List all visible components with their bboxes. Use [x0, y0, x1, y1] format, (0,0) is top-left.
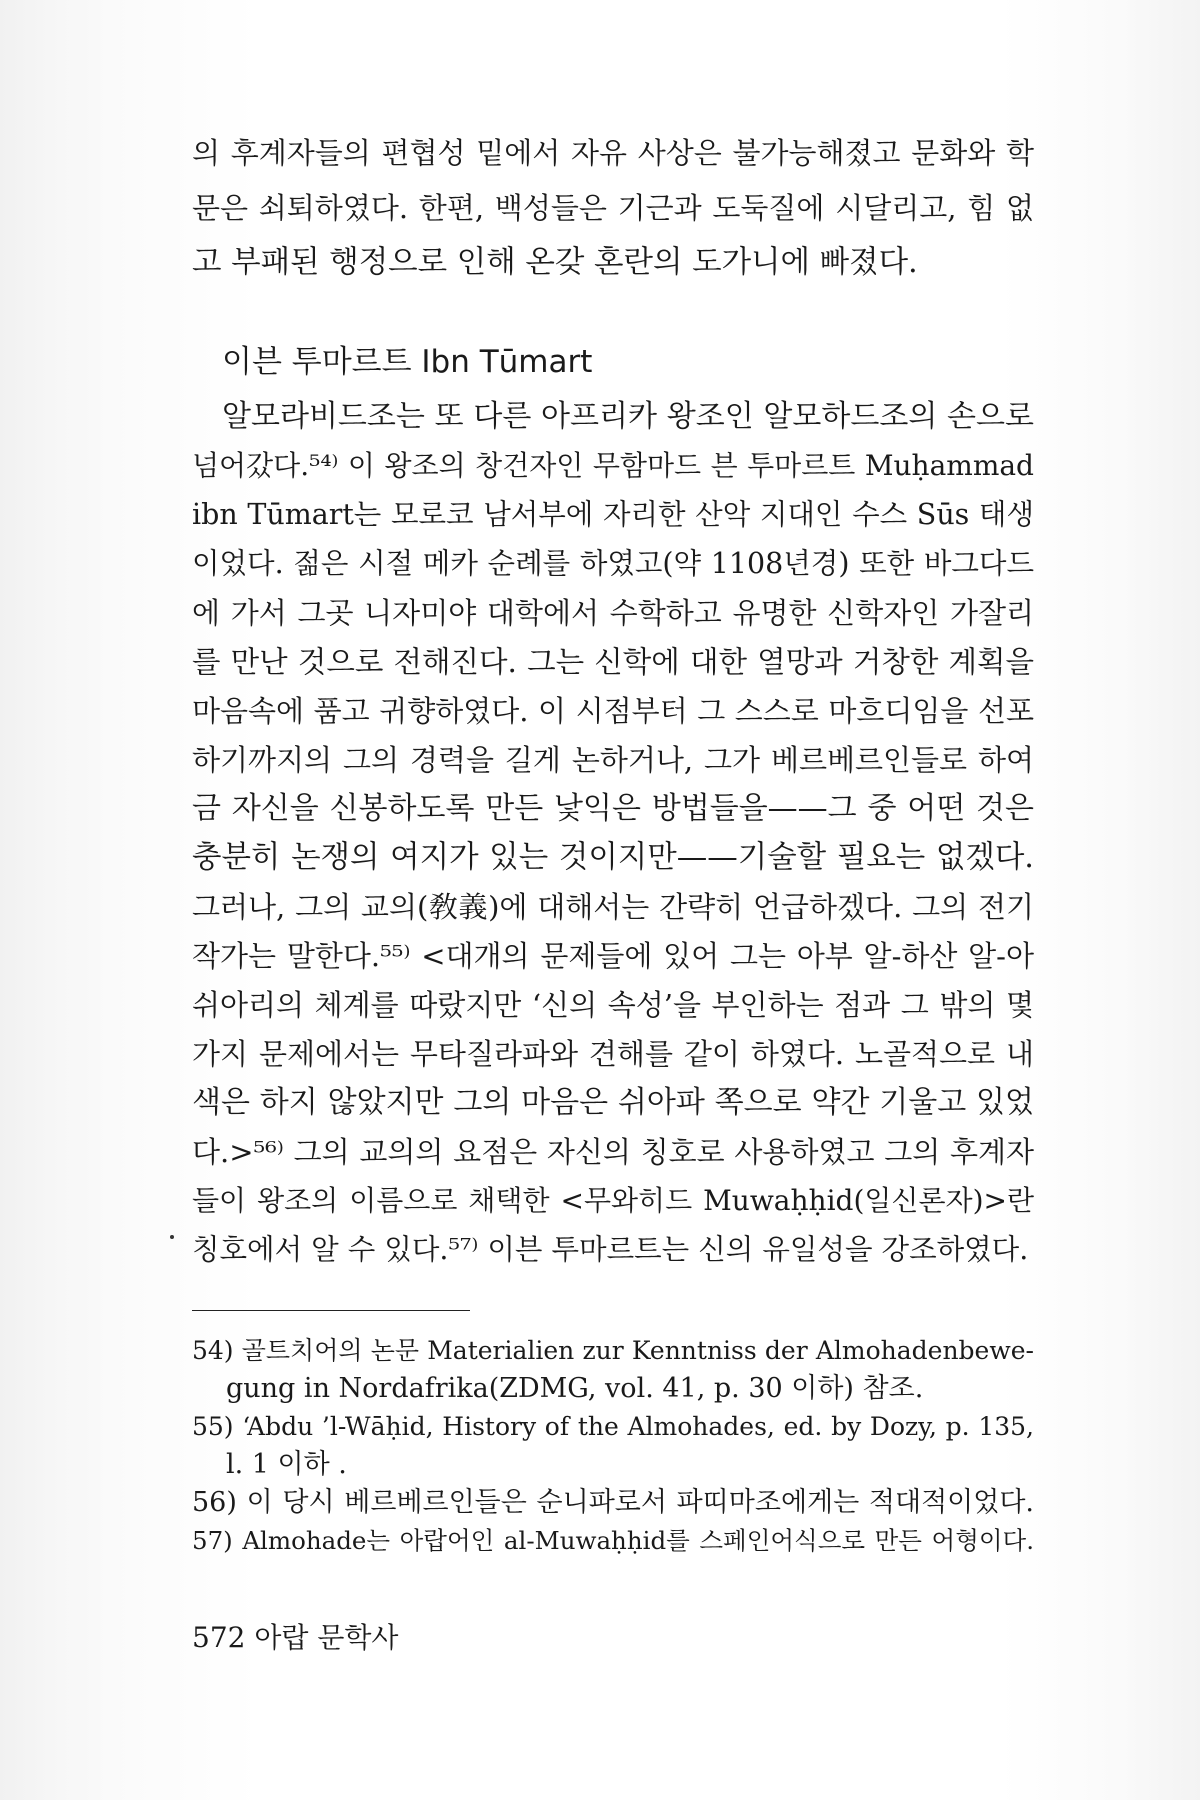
- text-line: 칭호에서 알 수 있다.⁵⁷⁾ 이븐 투마르트는 신의 유일성을 강조하였다.: [192, 1233, 1029, 1266]
- text-line: 의 후계자들의 편협성 밑에서 자유 사상은 불가능해졌고 문화와 학: [192, 136, 1034, 170]
- text-line: 문은 쇠퇴하였다. 한편, 백성들은 기근과 도둑질에 시달리고, 힘 없: [192, 191, 1034, 225]
- footnote-line: gung in Nordafrika(ZDMG, vol. 41, p. 30 이하) 참조.: [226, 1373, 924, 1404]
- section-heading: 이븐 투마르트 Ibn Tūmart: [222, 344, 593, 380]
- text-line: 그러나, 그의 교의(敎義)에 대해서는 간략히 언급하겠다. 그의 전기: [192, 890, 1034, 924]
- text-line: 가지 문제에서는 무타질라파와 견해를 같이 하였다. 노골적으로 내: [192, 1037, 1034, 1071]
- text-line: 를 만난 것으로 전해진다. 그는 신학에 대한 열망과 거창한 계획을: [192, 645, 1034, 679]
- text-line: 들이 왕조의 이름으로 채택한 <무와히드 Muwaḥḥid(일신론자)>란: [192, 1184, 1034, 1217]
- footnote-line: 54) 골트치어의 논문 Materialien zur Kenntniss der Almohadenbewe-: [192, 1336, 1034, 1365]
- text-line: 금 자신을 신봉하도록 만든 낯익은 방법들을——그 중 어떤 것은: [192, 791, 1034, 826]
- text-line: 다.>⁵⁶⁾ 그의 교의의 요점은 자신의 칭호로 사용하였고 그의 후계자: [192, 1135, 1034, 1169]
- scan-speck: [170, 1235, 174, 1239]
- footnote-line: l. 1 이하 .: [226, 1449, 347, 1480]
- text-line: 작가는 말한다.⁵⁵⁾ <대개의 문제들에 있어 그는 아부 알-하산 알-아: [192, 939, 1034, 973]
- text-line: 마음속에 품고 귀향하였다. 이 시점부터 그 스스로 마흐디임을 선포: [192, 694, 1034, 728]
- page-footer: 572 아랍 문학사: [192, 1621, 399, 1654]
- footnote-divider: [192, 1310, 470, 1311]
- text-line: 넘어갔다.⁵⁴⁾ 이 왕조의 창건자인 무함마드 븐 투마르트 Muḥammad: [192, 449, 1034, 482]
- footnote-line: 57) Almohade는 아랍어인 al-Muwaḥḥid를 스페인어식으로 만든 어형이다.: [192, 1526, 1034, 1555]
- text-line: 알모라비드조는 또 다른 아프리카 왕조인 알모하드조의 손으로: [222, 399, 1034, 434]
- footnote-line: 56) 이 당시 베르베르인들은 순니파로서 파띠마조에게는 적대적이었다.: [192, 1487, 1034, 1518]
- text-line: 고 부패된 행정으로 인해 온갖 혼란의 도가니에 빠졌다.: [192, 245, 918, 280]
- text-line: 이었다. 젊은 시절 메카 순례를 하였고(약 1108년경) 또한 바그다드: [192, 547, 1034, 580]
- footnote-line: 55) ‘Abdu ’l-Wāḥid, History of the Almohades, ed. by Dozy, p. 135,: [192, 1412, 1034, 1441]
- text-line: 색은 하지 않았지만 그의 마음은 쉬아파 쪽으로 약간 기울고 있었: [192, 1085, 1034, 1120]
- text-line: 에 가서 그곳 니자미야 대학에서 수학하고 유명한 신학자인 가잘리: [192, 596, 1034, 630]
- text-line: 쉬아리의 체계를 따랐지만 ‘신의 속성’을 부인하는 점과 그 밖의 몇: [192, 988, 1034, 1022]
- text-line: ibn Tūmart는 모로코 남서부에 자리한 산악 지대인 수스 Sūs 태생: [192, 498, 1034, 531]
- text-line: 충분히 논쟁의 여지가 있는 것이지만——기술할 필요는 없겠다.: [192, 840, 1034, 875]
- text-line: 하기까지의 그의 경력을 길게 논하거나, 그가 베르베르인들로 하여: [192, 743, 1034, 777]
